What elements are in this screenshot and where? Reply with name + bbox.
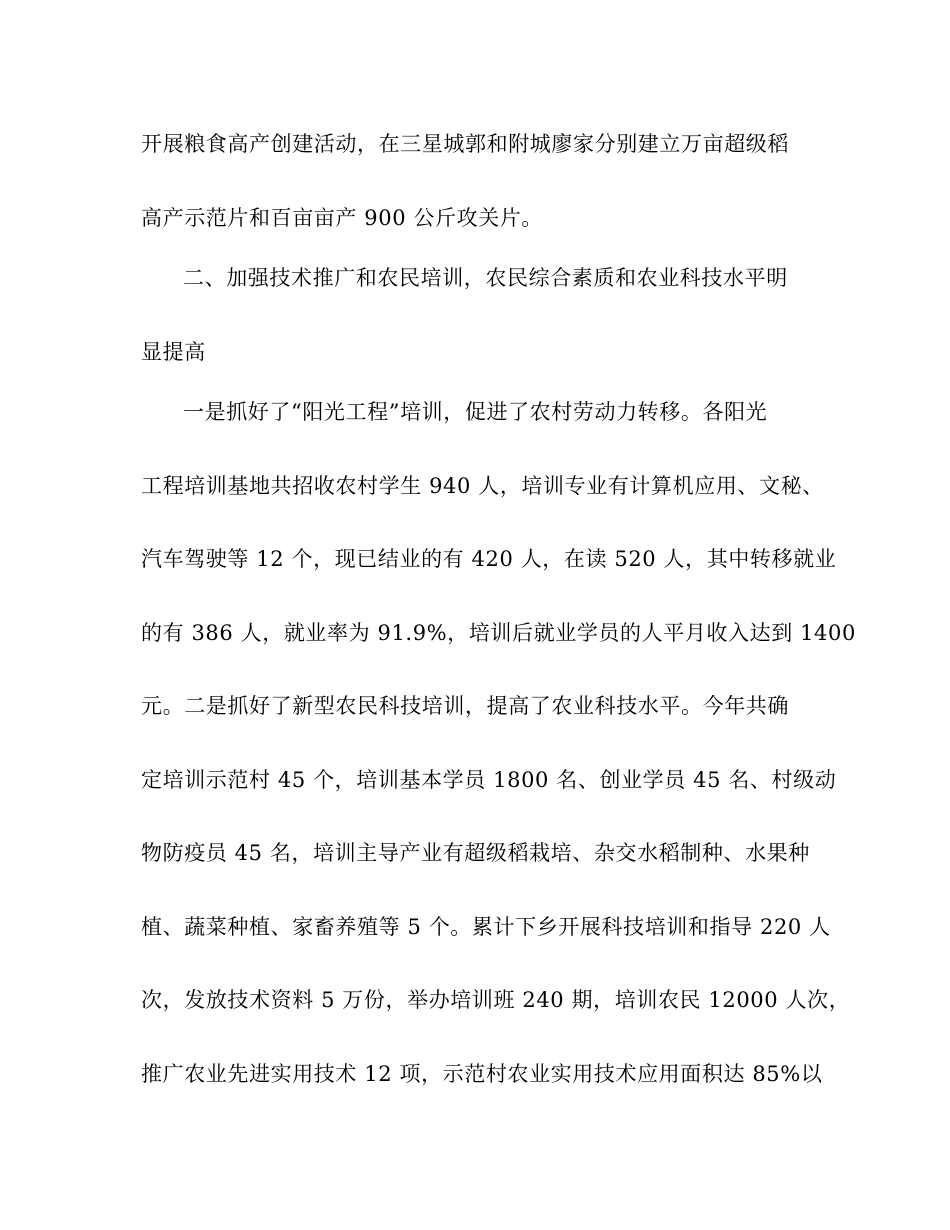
text-line: 推广农业先进实用技术 12 项，示范村农业实用技术应用面积达 85%以 — [141, 1062, 823, 1086]
section-heading: 二、加强技术推广和农民培训，农民综合素质和农业科技水平明 — [183, 266, 788, 290]
text-line: 元。二是抓好了新型农民科技培训，提高了农业科技水平。今年共确 — [141, 694, 789, 718]
text-line: 工程培训基地共招收农村学生 940 人，培训专业有计算机应用、文秘、 — [141, 474, 824, 498]
text-line: 一是抓好了“阳光工程”培训，促进了农村劳动力转移。各阳光 — [183, 400, 768, 424]
text-line: 开展粮食高产创建活动，在三星城郭和附城廖家分别建立万亩超级稻 — [141, 132, 789, 156]
text-line: 定培训示范村 45 个，培训基本学员 1800 名、创业学员 45 名、村级动 — [141, 768, 837, 792]
section-heading-continued: 显提高 — [141, 340, 206, 364]
text-line: 的有 386 人，就业率为 91.9%，培训后就业学员的人平月收入达到 1400 — [141, 621, 856, 645]
text-line: 高产示范片和百亩亩产 900 公斤攻关片。 — [141, 206, 544, 230]
text-line: 植、蔬菜种植、家畜养殖等 5 个。累计下乡开展科技培训和指导 220 人 — [141, 915, 831, 939]
text-line: 物防疫员 45 名，培训主导产业有超级稻栽培、杂交水稻制种、水果种 — [141, 841, 810, 865]
text-line: 次，发放技术资料 5 万份，举办培训班 240 期，培训农民 12000 人次， — [141, 988, 851, 1012]
text-line: 汽车驾驶等 12 个，现已结业的有 420 人，在读 520 人，其中转移就业 — [141, 547, 837, 571]
